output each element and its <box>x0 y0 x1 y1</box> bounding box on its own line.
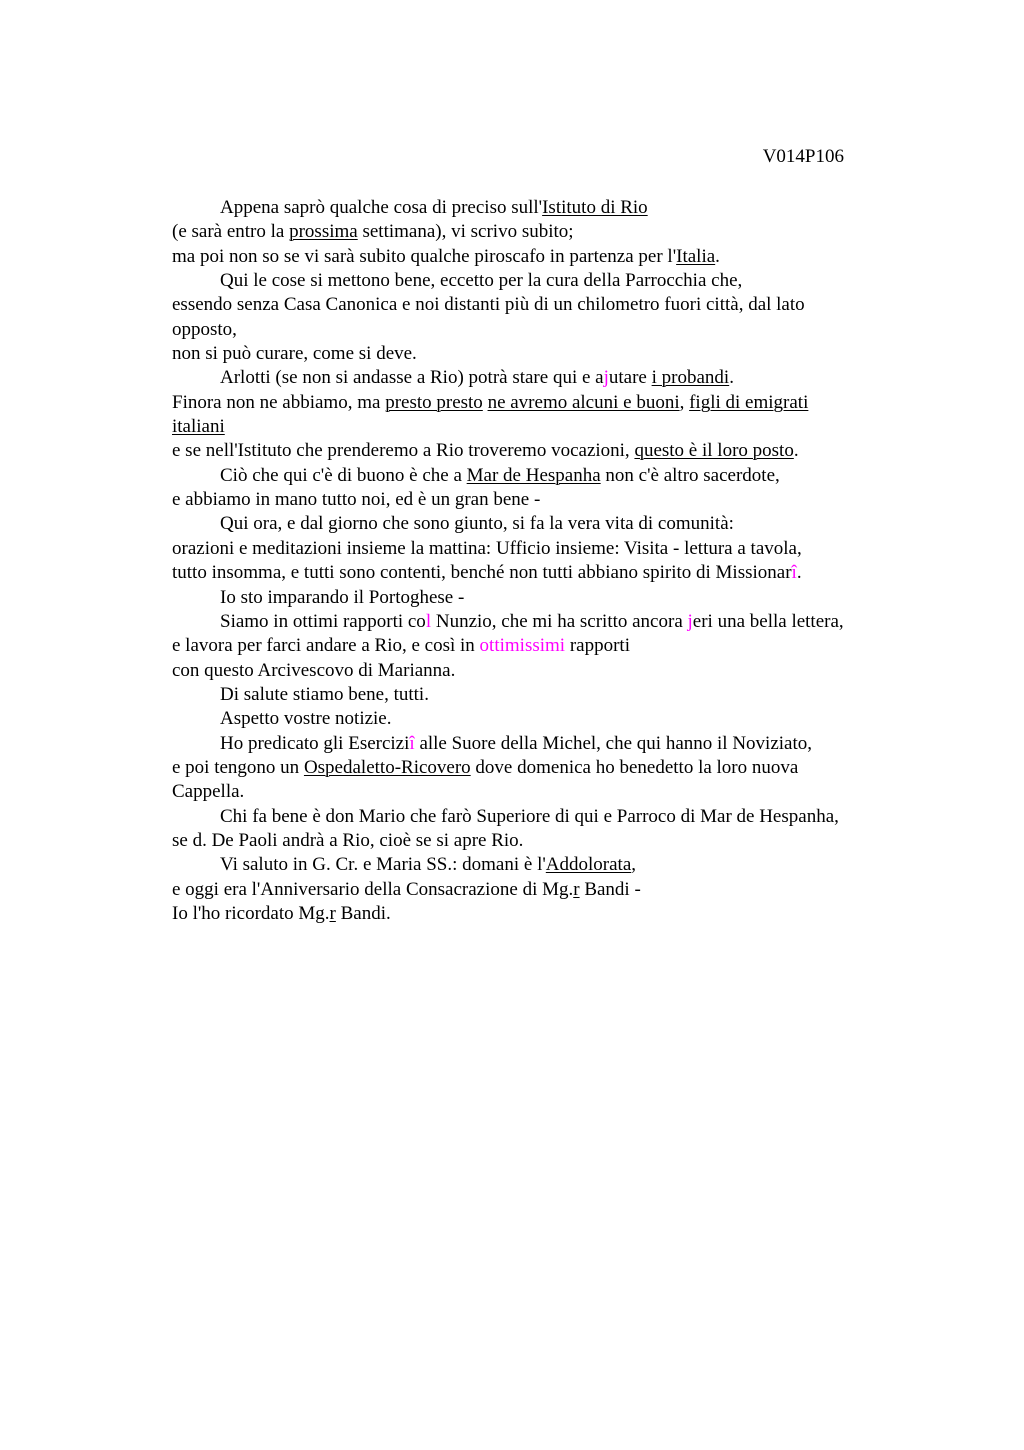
text-segment: essendo senza Casa Canonica e noi distanti più di un chilometro fuori città, dal lato <box>172 294 805 316</box>
text-line <box>172 683 912 707</box>
text-segment: se d. De Paoli andrà a Rio, cioè se si apre Rio. <box>172 829 524 851</box>
text-segment: , <box>679 391 690 413</box>
text-segment: utare <box>608 367 652 389</box>
text-segment: Chi fa bene è don Mario che farò Superiore di qui e Parroco di Mar de Hespanha, <box>220 805 839 827</box>
highlighted-text: j <box>687 610 693 632</box>
text-line <box>172 439 912 463</box>
text-line <box>172 342 912 366</box>
text-line <box>172 829 912 853</box>
underlined-text: i probandi <box>651 367 730 389</box>
text-segment: tutto insomma, e tutti sono contenti, benché non tutti abbiano spirito di Missionar <box>172 562 792 584</box>
letter-body <box>172 196 912 926</box>
text-segment: Appena saprò qualche cosa di preciso sull' <box>220 197 543 218</box>
text-segment: . <box>796 562 802 584</box>
text-segment: Ciò che qui c'è di buono è che a <box>220 464 467 486</box>
highlighted-text: î <box>791 562 797 584</box>
text-segment: ma poi non so se vi sarà subito qualche piroscafo in partenza per l' <box>172 245 677 267</box>
underlined-text: Ospedaletto-Ricovero <box>303 756 471 778</box>
underlined-text: prossima <box>289 221 358 243</box>
text-line <box>172 707 912 731</box>
text-segment: settimana), vi scrivo subito; <box>357 221 574 243</box>
text-line <box>172 780 912 804</box>
text-segment: Qui ora, e dal giorno che sono giunto, si fa la vera vita di comunità: <box>220 513 734 535</box>
underlined-text: Istituto di Rio <box>542 197 648 218</box>
text-line <box>172 610 912 634</box>
text-segment: Io sto imparando il Portoghese - <box>220 586 465 608</box>
text-line <box>172 293 912 317</box>
text-line <box>172 366 912 390</box>
text-segment: . <box>715 245 720 267</box>
text-segment: e oggi era l'Anniversario della Consacrazione di Mg. <box>172 878 574 900</box>
text-segment: Nunzio, che mi ha scritto ancora <box>431 610 688 632</box>
text-line <box>172 537 912 561</box>
text-segment: Finora non ne abbiamo, ma <box>172 391 386 413</box>
text-line <box>172 561 912 585</box>
highlighted-text: j <box>603 367 609 389</box>
underlined-text: ne avremo alcuni e buoni <box>487 391 680 413</box>
page-identifier: V014P106 <box>762 146 844 167</box>
text-segment: Arlotti (se non si andasse a Rio) potrà stare qui e a <box>220 367 604 389</box>
text-line <box>172 853 912 877</box>
text-line <box>172 220 912 244</box>
text-segment: Bandi - <box>579 878 641 900</box>
text-segment: e lavora per farci andare a Rio, e così in <box>172 635 480 657</box>
text-segment: . <box>729 367 734 389</box>
text-line <box>172 659 912 683</box>
text-segment: e se nell'Istituto che prenderemo a Rio troveremo vocazioni, <box>172 440 635 462</box>
underlined-text: r <box>573 878 580 900</box>
underlined-text: questo è il loro posto <box>634 440 794 462</box>
text-segment: , <box>631 854 637 876</box>
text-line <box>172 269 912 293</box>
text-line <box>172 586 912 610</box>
text-segment: con questo Arcivescovo di Marianna. <box>172 659 456 681</box>
text-line <box>172 805 912 829</box>
highlighted-text: î <box>409 732 415 754</box>
text-segment: dove domenica ho benedetto la loro nuova <box>470 756 799 778</box>
text-line <box>172 415 912 439</box>
text-segment: . <box>793 440 799 462</box>
highlighted-text: ottimissimi <box>479 635 566 657</box>
underlined-text: figli di emigrati <box>689 391 809 413</box>
text-segment: e poi tengono un <box>172 756 304 778</box>
underlined-text: presto presto <box>385 391 483 413</box>
text-segment: opposto, <box>172 318 237 340</box>
text-segment: (e sarà entro la <box>172 221 290 243</box>
text-line <box>172 245 912 269</box>
highlighted-text: l <box>425 610 432 632</box>
text-line <box>172 512 912 536</box>
text-line <box>172 634 912 658</box>
text-segment: Siamo in ottimi rapporti co <box>220 610 426 632</box>
text-line <box>172 878 912 902</box>
text-segment: rapporti <box>565 635 630 657</box>
underlined-text: italiani <box>172 416 225 438</box>
text-line <box>172 902 912 926</box>
text-segment: e abbiamo in mano tutto noi, ed è un gran bene - <box>172 489 541 511</box>
text-segment: Aspetto vostre notizie. <box>220 708 392 730</box>
text-line <box>172 464 912 488</box>
underlined-text: Mar de Hespanha <box>466 464 601 486</box>
text-segment: non c'è altro sacerdote, <box>600 464 780 486</box>
text-line <box>172 488 912 512</box>
text-segment: Vi saluto in G. Cr. e Maria SS.: domani è l' <box>220 854 546 876</box>
text-line <box>172 756 912 780</box>
text-segment: orazioni e meditazioni insieme la mattina: Ufficio insieme: Visita - lettura a tavola, <box>172 537 802 559</box>
text-segment: eri una bella lettera, <box>692 610 844 632</box>
underlined-text: Italia <box>676 245 716 267</box>
text-segment: Bandi. <box>335 902 391 924</box>
underlined-text: r <box>329 902 336 924</box>
text-line <box>172 391 912 415</box>
text-segment: Ho predicato gli Esercizi <box>220 732 410 754</box>
text-segment: Di salute stiamo bene, tutti. <box>220 683 429 705</box>
text-segment: alle Suore della Michel, che qui hanno il Noviziato, <box>414 732 812 754</box>
text-line <box>172 196 912 220</box>
text-segment: non si può curare, come si deve. <box>172 343 417 365</box>
text-segment: Io l'ho ricordato Mg. <box>172 902 330 924</box>
underlined-text: Addolorata <box>545 854 632 876</box>
text-line <box>172 732 912 756</box>
text-segment: Qui le cose si mettono bene, eccetto per la cura della Parrocchia che, <box>220 270 743 292</box>
text-segment: Cappella. <box>172 781 245 803</box>
text-line <box>172 318 912 342</box>
